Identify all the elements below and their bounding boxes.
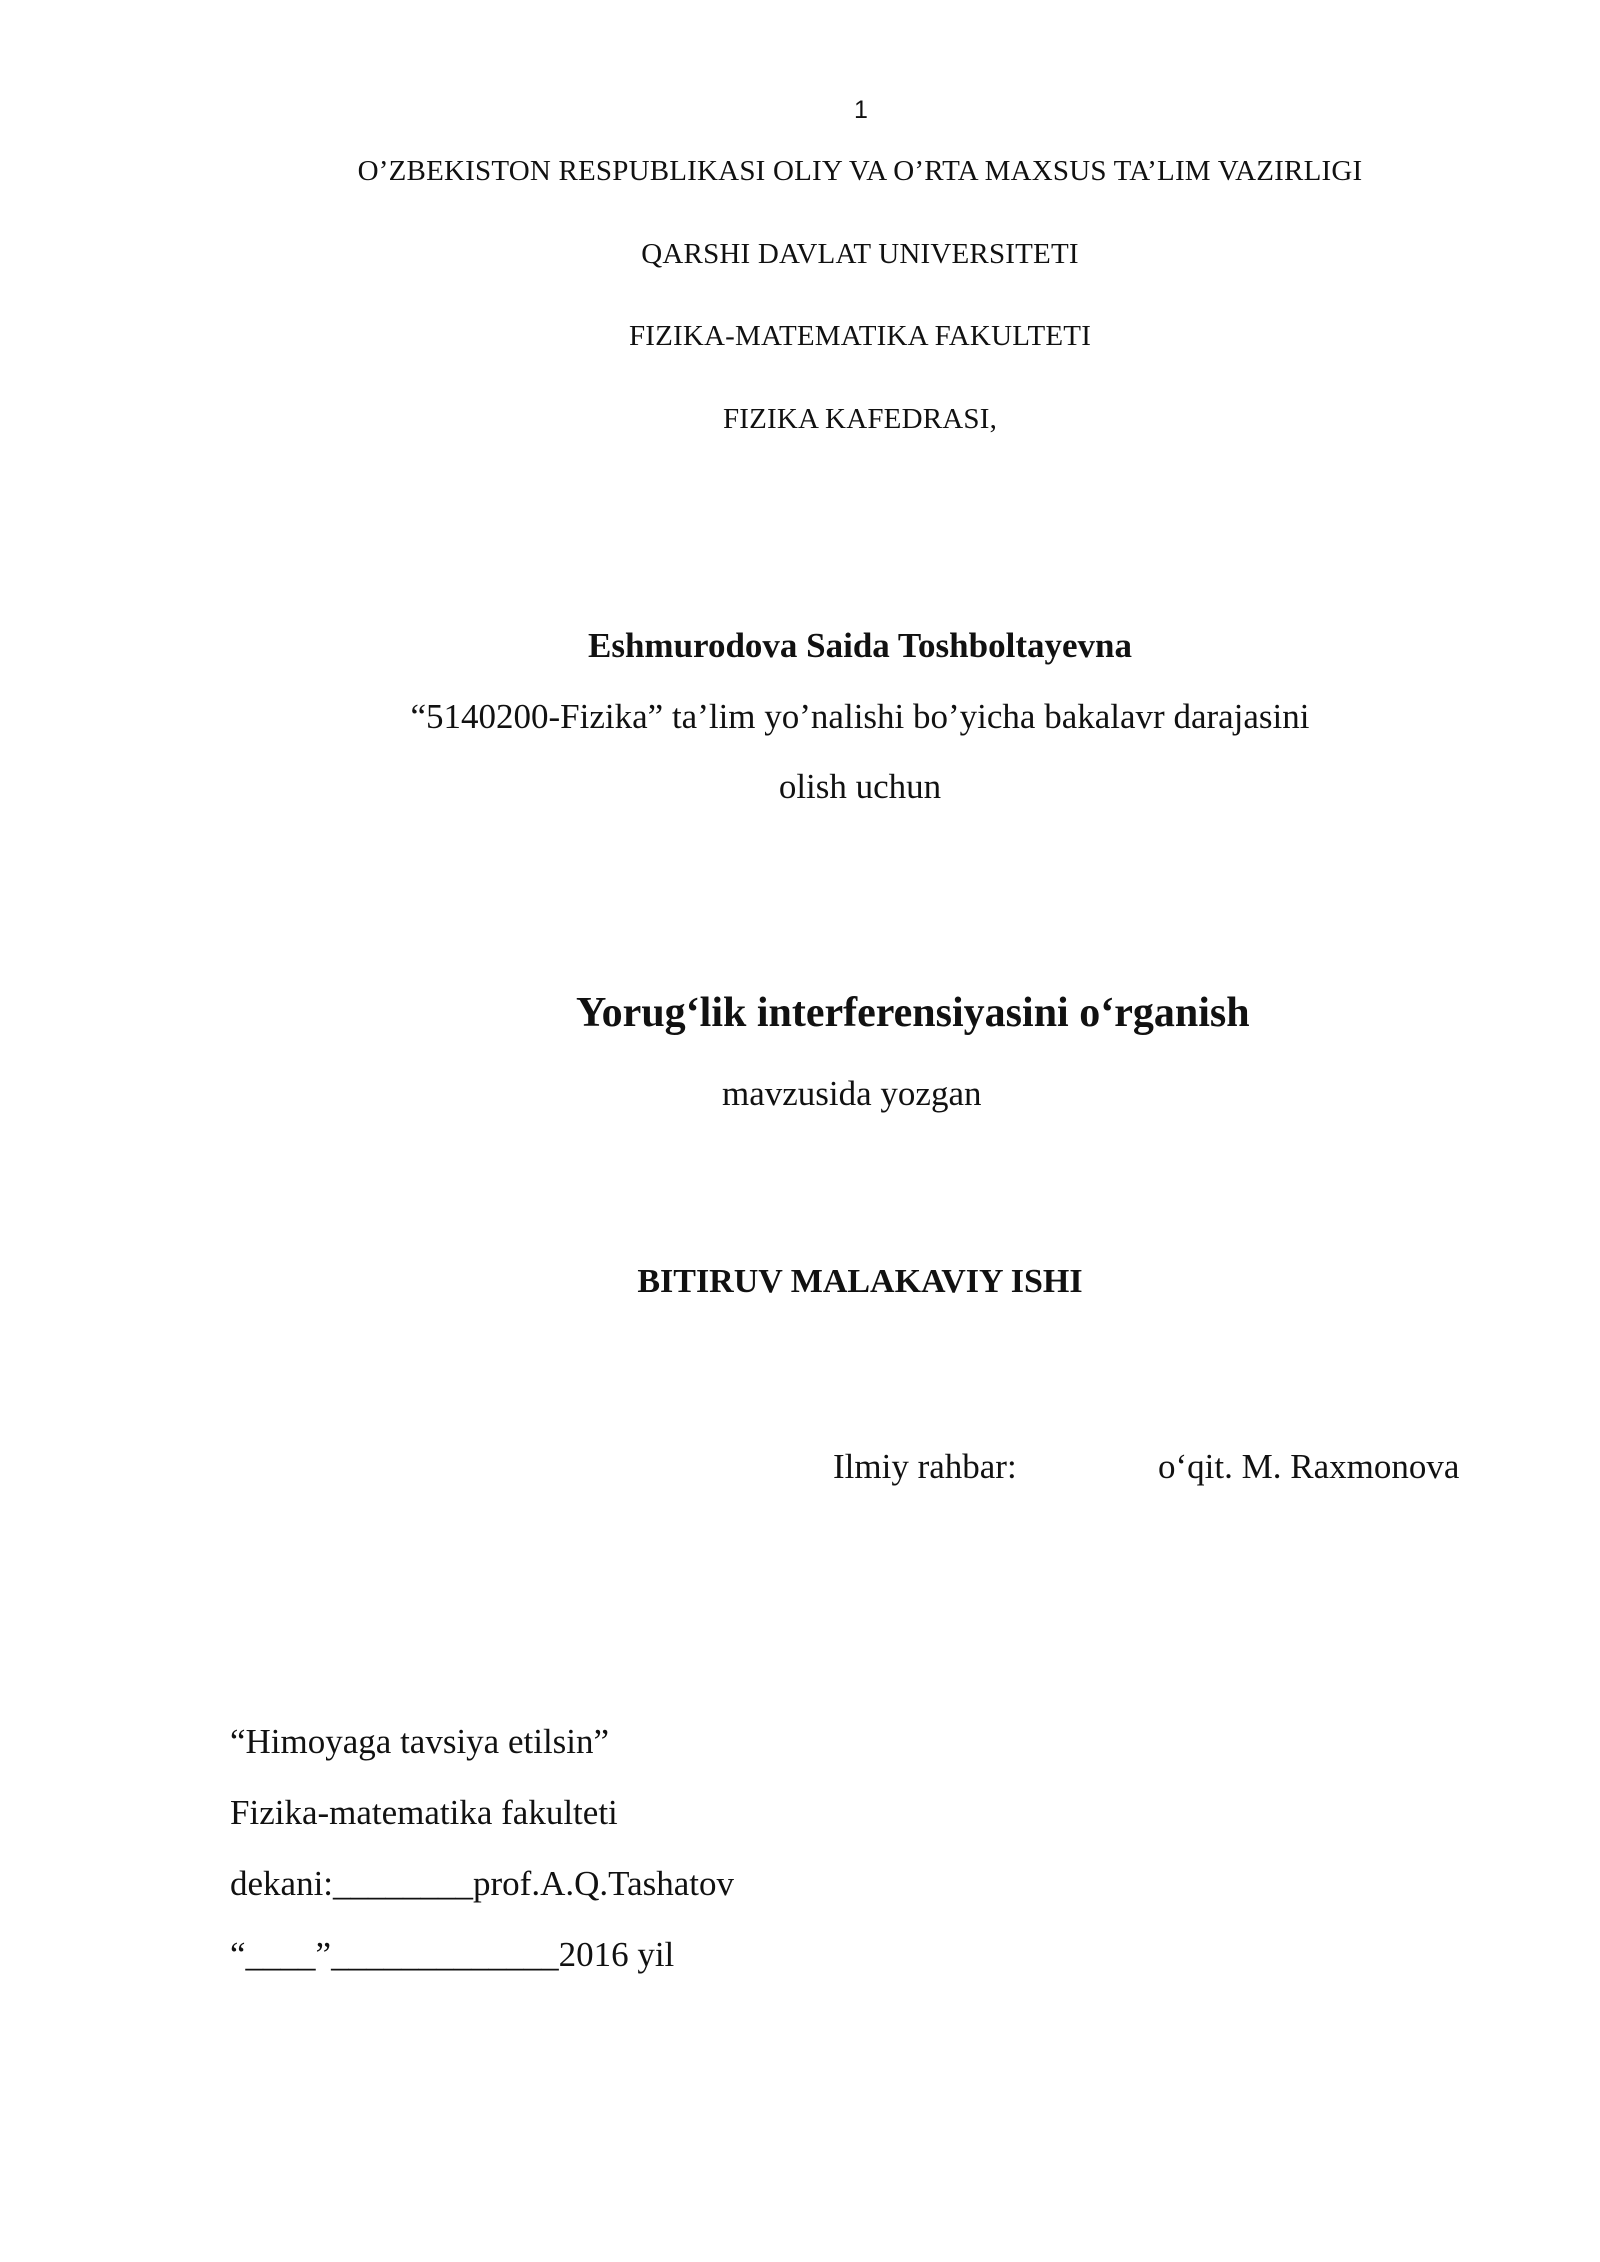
ministry-heading: O’ZBEKISTON RESPUBLIKASI OLIY VA O’RTA MAXSUS TA’LIM VAZIRLIGI bbox=[357, 155, 1363, 187]
author-name: Eshmurodova Saida Toshboltayevna bbox=[587, 626, 1132, 665]
defense-recommendation: “Himoyaga tavsiya etilsin” bbox=[230, 1722, 610, 1761]
supervisor-name: o‘qit. M. Raxmonova bbox=[1158, 1447, 1460, 1486]
program-line: “5140200-Fizika” ta’lim yo’nalishi bo’yicha bakalavr darajasini bbox=[410, 697, 1310, 736]
dean-signature-line: dekani:________prof.A.Q.Tashatov bbox=[230, 1864, 734, 1903]
faculty-heading: FIZIKA-MATEMATIKA FAKULTETI bbox=[628, 320, 1092, 352]
thesis-subtitle: mavzusida yozgan bbox=[722, 1074, 982, 1113]
purpose-line: olish uchun bbox=[778, 767, 942, 806]
thesis-title: Yorug‘lik interferensiyasini o‘rganish bbox=[576, 990, 1250, 1036]
university-heading: QARSHI DAVLAT UNIVERSITETI bbox=[641, 238, 1079, 270]
supervisor-label: Ilmiy rahbar: bbox=[833, 1447, 1017, 1486]
date-line: “____”_____________2016 yil bbox=[230, 1935, 675, 1974]
page-number: 1 bbox=[854, 96, 868, 124]
thesis-type: BITIRUV MALAKAVIY ISHI bbox=[637, 1263, 1083, 1300]
approval-faculty: Fizika-matematika fakulteti bbox=[230, 1793, 618, 1832]
department-heading: FIZIKA KAFEDRASI, bbox=[722, 403, 998, 435]
